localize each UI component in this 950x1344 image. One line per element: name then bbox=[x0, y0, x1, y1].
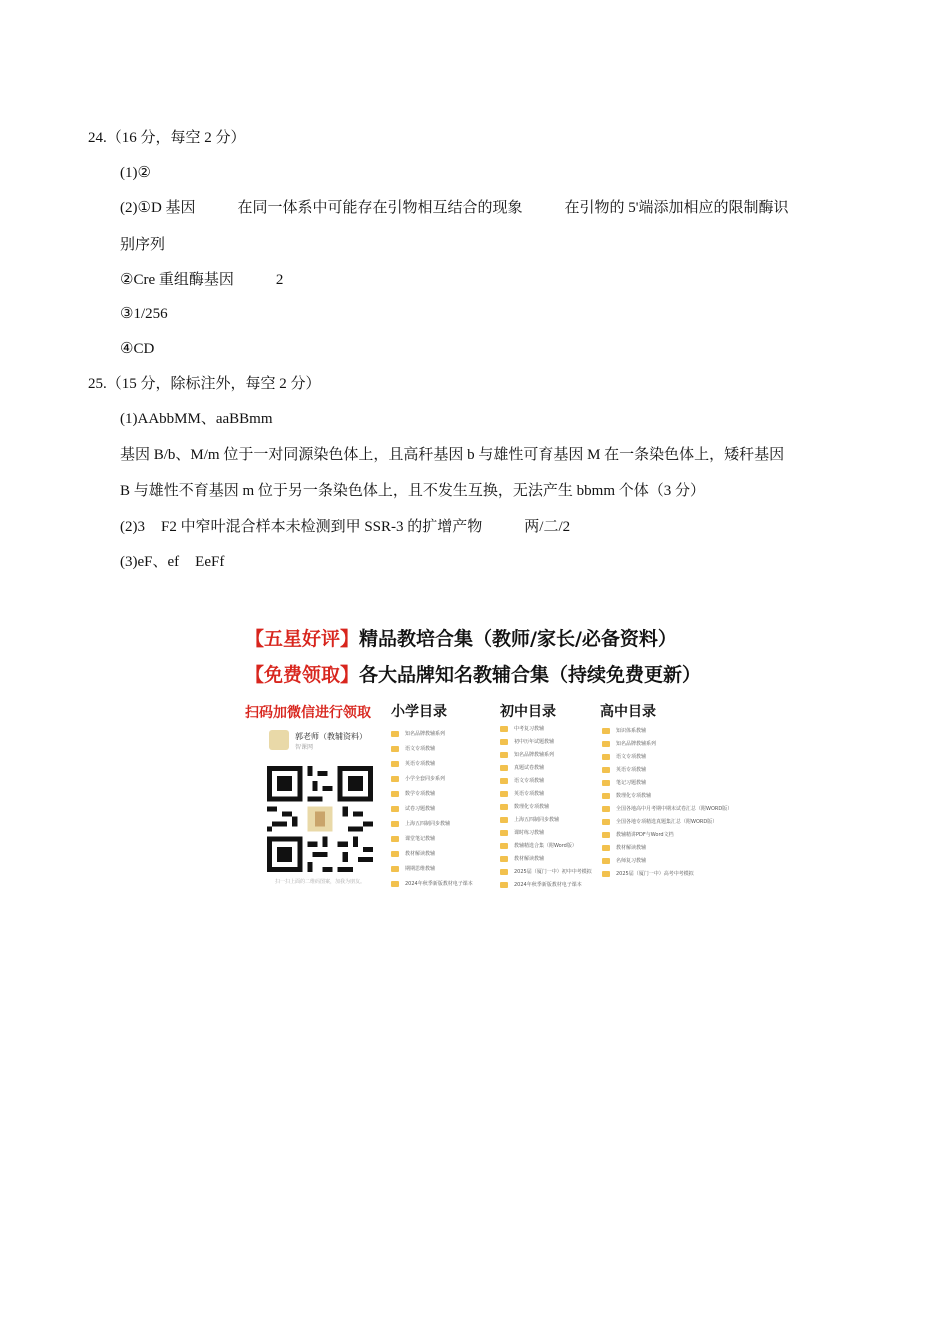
folder-icon bbox=[602, 819, 610, 825]
list-item[interactable]: 期期思维教辅 bbox=[391, 861, 473, 876]
folder-icon bbox=[391, 866, 399, 872]
promo-line-2 bbox=[245, 660, 701, 687]
list-item[interactable]: 英语专项教辅 bbox=[391, 756, 473, 771]
list-item[interactable]: 上海五四制同步教辅 bbox=[391, 816, 473, 831]
list-item[interactable]: 知名品牌教辅系列 bbox=[602, 737, 732, 750]
folder-icon bbox=[500, 830, 508, 836]
q24-part2-continued: 别序列 bbox=[120, 237, 166, 253]
folder-icon bbox=[500, 765, 508, 771]
folder-icon bbox=[391, 821, 399, 827]
list-item[interactable]: 2024年秋季新版教材电子课本 bbox=[500, 878, 592, 891]
list-item[interactable]: 课时练习教辅 bbox=[500, 826, 592, 839]
list-item[interactable]: 2025届（厦门一中）高考中考模拟 bbox=[602, 867, 732, 880]
promo-tag-1: 【五星好评】 bbox=[245, 628, 360, 650]
promo-line-1 bbox=[245, 624, 677, 651]
list-item[interactable]: 数理化专项教辅 bbox=[500, 800, 592, 813]
q25-part3-a: (3)eF、ef bbox=[120, 554, 180, 570]
folder-icon bbox=[500, 791, 508, 797]
qr-code-icon[interactable] bbox=[267, 766, 373, 872]
q25-part2-a: (2)3 bbox=[120, 519, 145, 535]
list-item[interactable]: 语文专项教辅 bbox=[500, 774, 592, 787]
folder-icon bbox=[602, 741, 610, 747]
list-item[interactable]: 语文专项教辅 bbox=[391, 741, 473, 756]
folder-icon bbox=[391, 761, 399, 767]
contact-subtitle: 智课网 bbox=[295, 744, 314, 751]
list-item[interactable]: 数理化专项教辅 bbox=[602, 789, 732, 802]
contact-name: 郭老师（教辅资料） bbox=[295, 732, 367, 741]
folder-icon bbox=[500, 856, 508, 862]
list-item[interactable]: 知名品牌教辅系列 bbox=[391, 726, 473, 741]
q25-part1-explanation-continued: B 与雄性不育基因 m 位于另一条染色体上，且不发生互换，无法产生 bbmm 个体（3 分） bbox=[120, 483, 706, 499]
folder-icon bbox=[602, 728, 610, 734]
list-item[interactable]: 语文专项教辅 bbox=[602, 750, 732, 763]
list-item[interactable]: 初中历年试题教辅 bbox=[500, 735, 592, 748]
folder-icon bbox=[500, 882, 508, 888]
folder-icon bbox=[602, 767, 610, 773]
folder-icon bbox=[602, 754, 610, 760]
list-item[interactable]: 数学专项教辅 bbox=[391, 786, 473, 801]
q24-part3-b: 2 bbox=[275, 272, 284, 288]
senior-folder-list bbox=[602, 724, 732, 880]
q25-part1: (1)AAbbMM、aaBBmm bbox=[120, 411, 273, 427]
q24-part5: ④CD bbox=[120, 341, 155, 357]
list-item[interactable]: 2024年秋季新版教材电子课本 bbox=[391, 876, 473, 891]
list-item[interactable]: 英语专项教辅 bbox=[500, 787, 592, 800]
q24-header: 24.（16 分，每空 2 分） bbox=[88, 130, 246, 146]
folder-icon bbox=[391, 881, 399, 887]
q24-part1: (1)② bbox=[120, 165, 151, 181]
q25-part2-b: F2 中窄叶混合样本未检测到甲 SSR-3 的扩增产物 bbox=[161, 519, 483, 535]
promo-text-2: 各大品牌知名教辅合集（持续免费更新） bbox=[359, 664, 702, 686]
q25-part3-b: EeFf bbox=[195, 554, 225, 570]
folder-icon bbox=[602, 871, 610, 877]
q24-part2-c: 在引物的 5'端添加相应的限制酶识 bbox=[564, 200, 789, 216]
q24-part3-a: ②Cre 重组酶基因 bbox=[120, 272, 234, 288]
list-item[interactable]: 全国各地专项精选真题集汇总（附WORD版） bbox=[602, 815, 732, 828]
folder-icon bbox=[602, 793, 610, 799]
folder-icon bbox=[602, 858, 610, 864]
list-item[interactable]: 教材解读教辅 bbox=[500, 852, 592, 865]
list-item[interactable]: 课堂笔记教辅 bbox=[391, 831, 473, 846]
folder-icon bbox=[500, 804, 508, 810]
folder-icon bbox=[500, 739, 508, 745]
q25-part2 bbox=[120, 517, 570, 537]
folder-icon bbox=[602, 780, 610, 786]
q25-part2-c: 两/二/2 bbox=[524, 519, 571, 535]
q24-part2 bbox=[120, 198, 789, 218]
junior-folder-list bbox=[500, 722, 592, 891]
q24-part2-a: (2)①D 基因 bbox=[120, 200, 196, 216]
list-item[interactable]: 上海五四制同步教辅 bbox=[500, 813, 592, 826]
list-item[interactable]: 小学全套同步系列 bbox=[391, 771, 473, 786]
promo-text-1: 精品教培合集（教师/家长/必备资料） bbox=[359, 628, 677, 650]
folder-icon bbox=[391, 791, 399, 797]
q25-part3 bbox=[120, 552, 224, 572]
list-item[interactable]: 试卷习题教辅 bbox=[391, 801, 473, 816]
list-item[interactable]: 2025届（厦门一中）初中中考模拟 bbox=[500, 865, 592, 878]
scan-instruction: 扫码加微信进行领取 bbox=[245, 705, 371, 721]
list-item[interactable]: 教辅精选合集（附Word版） bbox=[500, 839, 592, 852]
folder-icon bbox=[391, 851, 399, 857]
list-item[interactable]: 教材解读教辅 bbox=[391, 846, 473, 861]
primary-folder-list bbox=[391, 726, 473, 891]
q24-part2-b: 在同一体系中可能存在引物相互结合的现象 bbox=[237, 200, 523, 216]
promo-banner[interactable] bbox=[245, 620, 733, 888]
q25-header: 25.（15 分，除标注外，每空 2 分） bbox=[88, 376, 321, 392]
folder-icon bbox=[391, 776, 399, 782]
folder-icon bbox=[602, 845, 610, 851]
folder-icon bbox=[500, 726, 508, 732]
list-item[interactable]: 全国各地高中月考期中期末试卷汇总（附WORD版） bbox=[602, 802, 732, 815]
q24-part3 bbox=[120, 270, 283, 290]
folder-icon bbox=[500, 752, 508, 758]
q24-part4: ③1/256 bbox=[120, 306, 168, 322]
list-item[interactable]: 知名品牌教辅系列 bbox=[500, 748, 592, 761]
list-item[interactable]: 真题试卷教辅 bbox=[500, 761, 592, 774]
col-senior-title: 高中目录 bbox=[600, 704, 656, 720]
folder-icon bbox=[391, 806, 399, 812]
folder-icon bbox=[391, 731, 399, 737]
list-item[interactable]: 教辅精讲PDF与Word文档 bbox=[602, 828, 732, 841]
folder-icon bbox=[391, 746, 399, 752]
folder-icon bbox=[500, 869, 508, 875]
list-item[interactable]: 中考复习教辅 bbox=[500, 722, 592, 735]
list-item[interactable]: 知识体系教辅 bbox=[602, 724, 732, 737]
folder-icon bbox=[391, 836, 399, 842]
folder-icon bbox=[602, 806, 610, 812]
list-item[interactable]: 名师复习教辅 bbox=[602, 854, 732, 867]
wechat-contact-card[interactable] bbox=[263, 728, 383, 888]
list-item[interactable]: 笔记习题教辅 bbox=[602, 776, 732, 789]
qr-caption: 扫一扫上面的二维码图案，加我为朋友。 bbox=[275, 879, 366, 885]
col-junior-title: 初中目录 bbox=[500, 704, 556, 720]
folder-icon bbox=[500, 817, 508, 823]
avatar bbox=[269, 730, 289, 750]
col-primary-title: 小学目录 bbox=[391, 704, 447, 720]
list-item[interactable]: 教材解读教辅 bbox=[602, 841, 732, 854]
list-item[interactable]: 英语专项教辅 bbox=[602, 763, 732, 776]
folder-icon bbox=[602, 832, 610, 838]
folder-icon bbox=[500, 843, 508, 849]
promo-tag-2: 【免费领取】 bbox=[245, 664, 360, 686]
folder-icon bbox=[500, 778, 508, 784]
q25-part1-explanation: 基因 B/b、M/m 位于一对同源染色体上，且高秆基因 b 与雄性可育基因 M 在一条染色体上，矮秆基因 bbox=[120, 447, 785, 463]
